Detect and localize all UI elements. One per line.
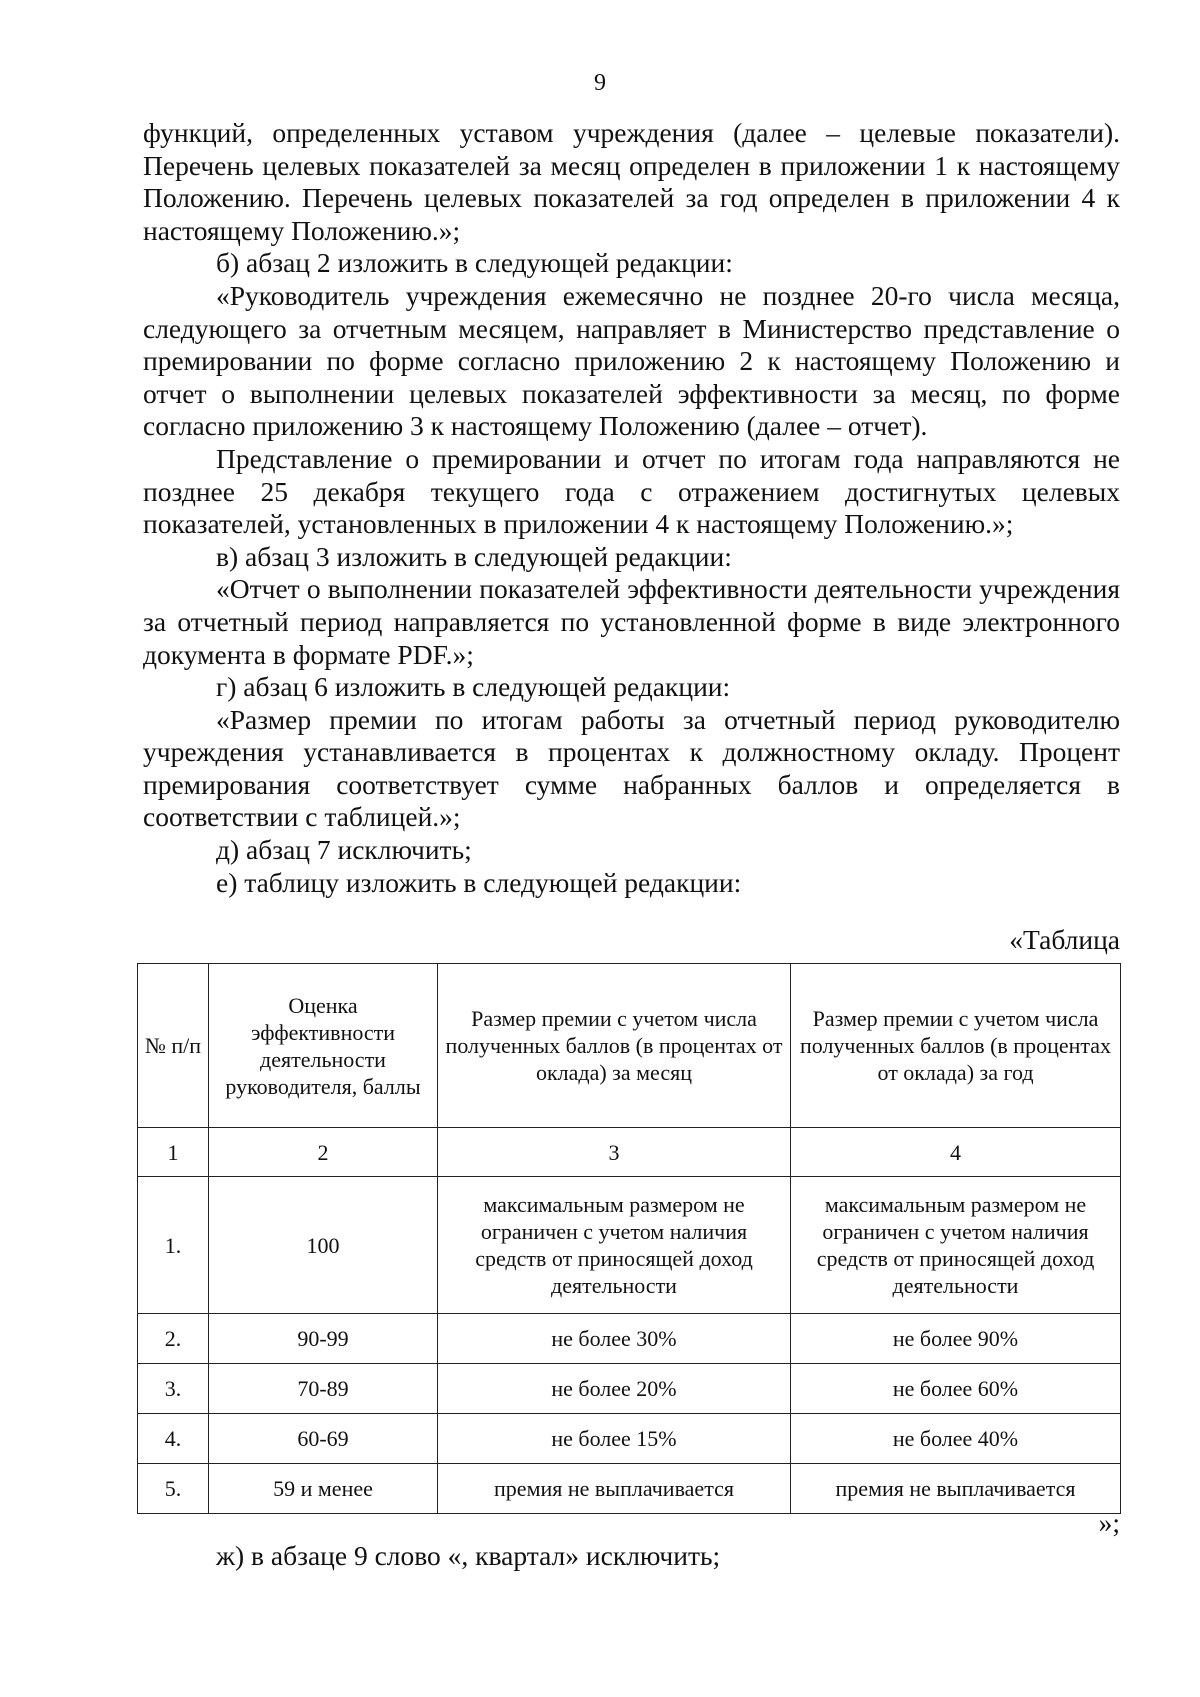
- table-cell: 70-89: [209, 1364, 438, 1414]
- header-number: № п/п: [138, 964, 209, 1128]
- table-cell: 1.: [138, 1177, 209, 1314]
- table-cell: премия не выплачивается: [791, 1464, 1121, 1514]
- header-annual-bonus: Размер премии с учетом числа полученных баллов (в процентах от оклада) за год: [791, 964, 1121, 1128]
- paragraph-amendment-zh: ж) в абзаце 9 слово «, квартал» исключить;: [216, 1540, 721, 1571]
- table-cell: 90-99: [209, 1314, 438, 1364]
- paragraph-amendment-b: б) абзац 2 изложить в следующей редакции:: [216, 247, 733, 279]
- column-number: 3: [438, 1128, 791, 1177]
- paragraph-continuation: функций, определенных уставом учреждения (далее – целевые показатели). Перечень целевых показателей за месяц определен в приложении 1 к настоящему Положению. Перечень целевых показателей за год определен в приложении 4 к настоящему Положению.»;: [143, 117, 1120, 246]
- bonus-table: [137, 963, 1121, 1514]
- paragraph-quote-pdf-report: «Отчет о выполнении показателей эффективности деятельности учреждения за отчетный период направляется по установленной форме в виде электронного документа в формате PDF.»;: [143, 573, 1120, 670]
- paragraph-annual-report: Представление о премировании и отчет по итогам года направляются не позднее 25 декабря текущего года с отражением достигнутых целевых показателей, установленных в приложении 4 к настоящему Положению.»;: [143, 442, 1120, 540]
- table-cell: максимальным размером не ограничен с учетом наличия средств от приносящей доход деятельности: [438, 1177, 791, 1314]
- table-row: [138, 1314, 1121, 1364]
- table-cell: максимальным размером не ограничен с учетом наличия средств от приносящей доход деятельности: [791, 1177, 1121, 1314]
- table-cell: 4.: [138, 1414, 209, 1464]
- paragraph-quote-bonus-size: «Размер премии по итогам работы за отчетный период руководителю учреждения устанавливается в процентах к должностному окладу. Процент премирования соответствует сумме набранных баллов и определяется в соответствии с таблицей.»;: [143, 703, 1120, 833]
- page-number: 9: [594, 70, 606, 96]
- table-cell: премия не выплачивается: [438, 1464, 791, 1514]
- paragraph-amendment-g: г) абзац 6 изложить в следующей редакции:: [216, 671, 731, 703]
- paragraph-amendment-v: в) абзац 3 изложить в следующей редакции:: [216, 540, 732, 572]
- header-monthly-bonus: Размер премии с учетом числа полученных баллов (в процентах от оклада) за месяц: [438, 964, 791, 1128]
- paragraph-amendment-e: е) таблицу изложить в следующей редакции:: [216, 866, 742, 898]
- table-cell: не более 90%: [791, 1314, 1121, 1364]
- table-column-numbers-row: [138, 1128, 1121, 1177]
- table-cell: не более 20%: [438, 1364, 791, 1414]
- table-cell: 5.: [138, 1464, 209, 1514]
- paragraph-amendment-d: д) абзац 7 исключить;: [216, 834, 472, 866]
- table-cell: не более 40%: [791, 1414, 1121, 1464]
- table-cell: 60-69: [209, 1414, 438, 1464]
- header-score: Оценка эффективности деятельности руководителя, баллы: [209, 964, 438, 1128]
- table-row: [138, 1464, 1121, 1514]
- table-cell: не более 30%: [438, 1314, 791, 1364]
- table-cell: 100: [209, 1177, 438, 1314]
- table-cell: не более 60%: [791, 1364, 1121, 1414]
- table-row: [138, 1177, 1121, 1314]
- column-number: 2: [209, 1128, 438, 1177]
- paragraph-quote-head-report: «Руководитель учреждения ежемесячно не позднее 20-го числа месяца, следующего за отчетным месяцем, направляет в Министерство представление о премировании по форме согласно приложению 2 к настоящему Положению и отчет о выполнении целевых показателей эффективности за месяц, по форме согласно приложению 3 к настоящему Положению (далее – отчет).: [143, 279, 1120, 442]
- column-number: 4: [791, 1128, 1121, 1177]
- table-closing-quote: »;: [1098, 1507, 1120, 1538]
- table-header-row: [138, 964, 1121, 1128]
- table-row: [138, 1364, 1121, 1414]
- table-cell: 3.: [138, 1364, 209, 1414]
- document-body: [143, 117, 1120, 899]
- table-cell: не более 15%: [438, 1414, 791, 1464]
- table-cell: 59 и менее: [209, 1464, 438, 1514]
- table-cell: 2.: [138, 1314, 209, 1364]
- table-row: [138, 1414, 1121, 1464]
- column-number: 1: [138, 1128, 209, 1177]
- table-caption: «Таблица: [1009, 924, 1120, 955]
